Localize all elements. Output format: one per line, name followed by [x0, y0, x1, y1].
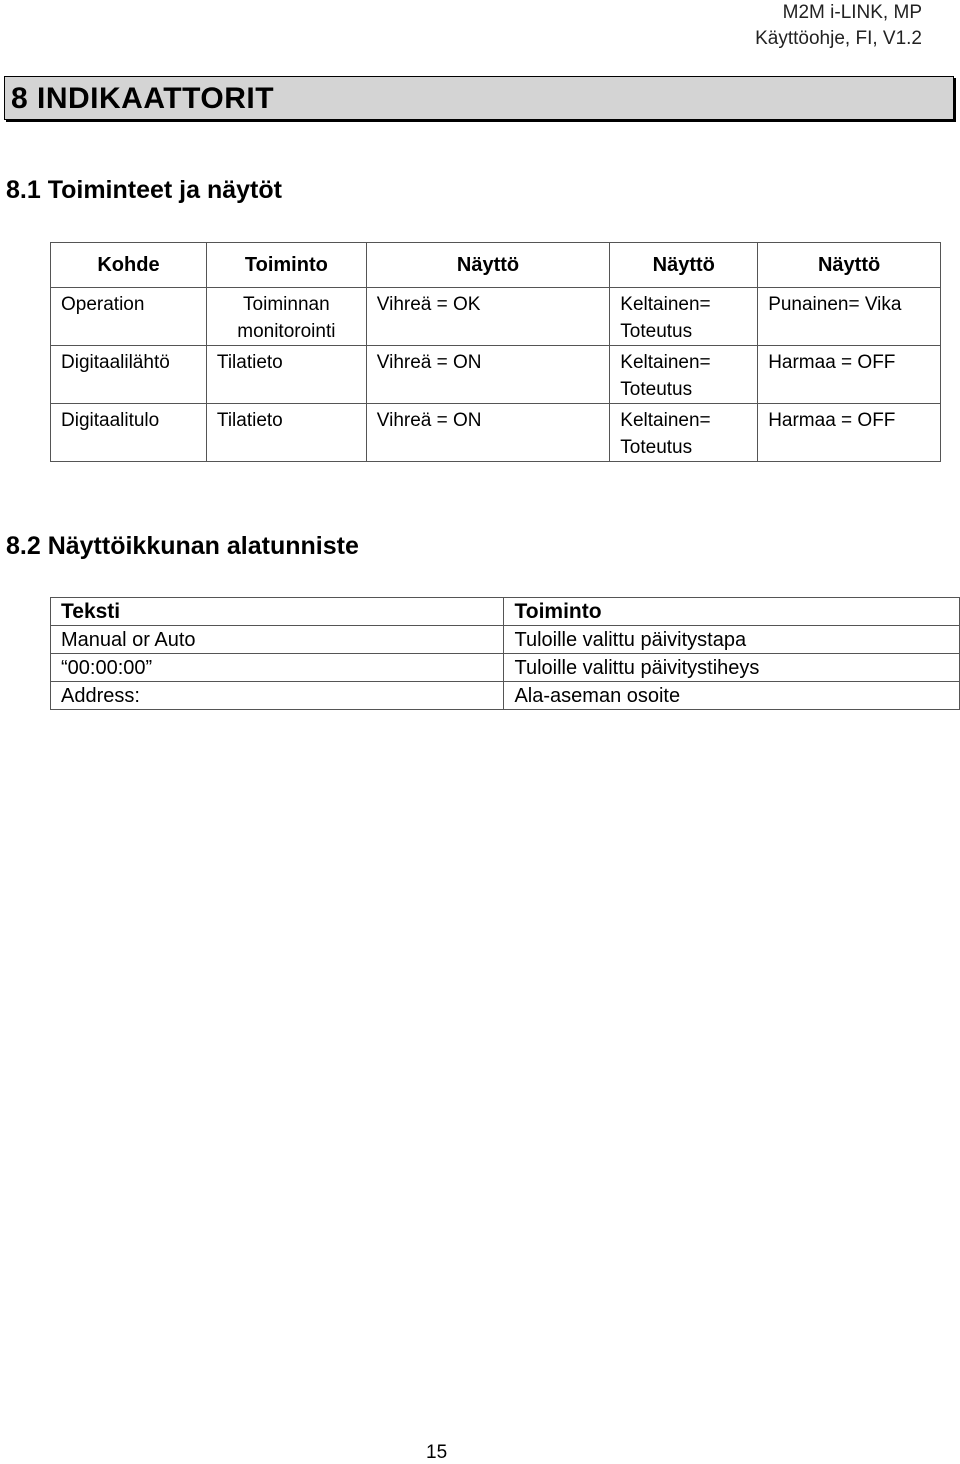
- section-title-footer-legend: 8.2 Näyttöikkunan alatunniste: [6, 532, 359, 560]
- column-header: Näyttö: [758, 243, 941, 288]
- table-cell: Keltainen= Toteutus: [610, 346, 758, 404]
- table-cell: Vihreä = ON: [366, 404, 610, 462]
- table-cell: Tuloille valittu päivitystiheys: [504, 654, 960, 682]
- table-cell: Operation: [51, 288, 207, 346]
- table-cell: Harmaa = OFF: [758, 346, 941, 404]
- table-cell: Keltainen= Toteutus: [610, 288, 758, 346]
- chapter-title: 8 INDIKAATTORIT: [11, 82, 275, 115]
- table-cell: Digitaalilähtö: [51, 346, 207, 404]
- footer-legend-table: [50, 597, 960, 710]
- table-cell: Keltainen= Toteutus: [610, 404, 758, 462]
- column-header: Kohde: [51, 243, 207, 288]
- table-cell: Tuloille valittu päivitystapa: [504, 626, 960, 654]
- page-number: 15: [426, 1442, 448, 1463]
- page-header: [755, 0, 922, 52]
- column-header: Näyttö: [610, 243, 758, 288]
- section-title-functions: 8.1 Toiminteet ja näytöt: [6, 176, 282, 204]
- table-row: [51, 682, 960, 710]
- functions-table: [50, 242, 941, 462]
- column-header: Näyttö: [366, 243, 610, 288]
- table-cell: Harmaa = OFF: [758, 404, 941, 462]
- table-cell: Tilatieto: [206, 346, 366, 404]
- table-cell: Ala-aseman osoite: [504, 682, 960, 710]
- table-cell: Vihreä = OK: [366, 288, 610, 346]
- table-row: [51, 626, 960, 654]
- table-row: [51, 654, 960, 682]
- column-header: Teksti: [51, 598, 504, 626]
- header-document-version: Käyttöohje, FI, V1.2: [755, 28, 922, 49]
- table-cell: Address:: [51, 682, 504, 710]
- table-cell: Digitaalitulo: [51, 404, 207, 462]
- table-cell: Tilatieto: [206, 404, 366, 462]
- table-header-row: [51, 243, 941, 288]
- chapter-heading-bar: [4, 76, 954, 120]
- column-header: Toiminto: [504, 598, 960, 626]
- table-cell: Punainen= Vika: [758, 288, 941, 346]
- table-row: [51, 288, 941, 346]
- header-product: M2M i-LINK, MP: [782, 2, 922, 23]
- table-row: [51, 346, 941, 404]
- table-cell: “00:00:00”: [51, 654, 504, 682]
- table-row: [51, 404, 941, 462]
- table-cell: Manual or Auto: [51, 626, 504, 654]
- table-header-row: [51, 598, 960, 626]
- column-header: Toiminto: [206, 243, 366, 288]
- table-cell: Toiminnan monitorointi: [206, 288, 366, 346]
- table-cell: Vihreä = ON: [366, 346, 610, 404]
